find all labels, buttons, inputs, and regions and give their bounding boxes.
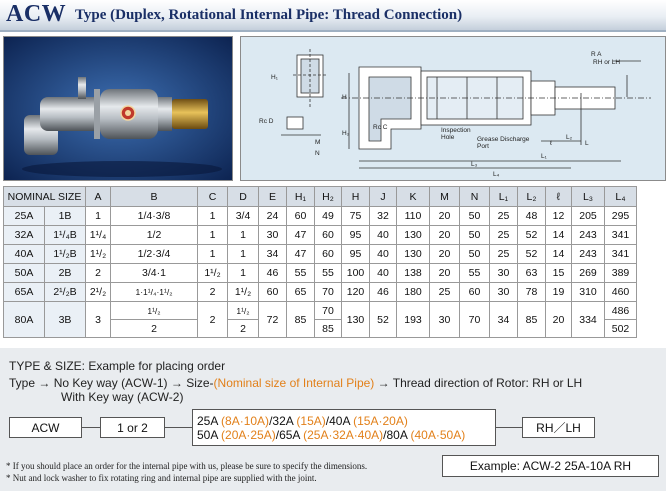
cell-b-top: 1¹/₂	[111, 302, 198, 320]
cell-j: 46	[370, 283, 397, 302]
cell-b: 3/4·1	[111, 264, 198, 283]
cell-n: 55	[460, 264, 490, 283]
header-a: A	[86, 187, 111, 207]
header-l1: L₁	[490, 187, 518, 207]
cell-l4: 460	[605, 283, 637, 302]
cell-j: 32	[370, 207, 397, 226]
cell-h1: 55	[287, 264, 315, 283]
header-nominal-size: NOMINAL SIZE	[4, 187, 86, 207]
cell-m: 20	[430, 207, 460, 226]
header-m: M	[430, 187, 460, 207]
cell-k: 130	[397, 245, 430, 264]
cell-k: 193	[397, 302, 430, 338]
cell-h: 120	[342, 283, 370, 302]
label-port: Port	[477, 143, 489, 150]
cell-l3: 269	[572, 264, 605, 283]
nominal-size-option: 25A	[197, 413, 222, 428]
label-ell: ℓ	[550, 140, 553, 147]
cell-d: 1	[228, 226, 259, 245]
label-m: M	[315, 139, 321, 146]
cell-h1: 47	[287, 245, 315, 264]
label-grease: Grease Discharge	[477, 136, 530, 143]
cell-l2: 78	[518, 283, 546, 302]
spec-table	[3, 186, 637, 338]
cell-m: 25	[430, 283, 460, 302]
cell-e: 24	[259, 207, 287, 226]
nominal-size-option: /65A	[275, 427, 304, 442]
cell-k: 130	[397, 226, 430, 245]
label-h2: H₂	[342, 130, 350, 137]
cell-ell: 14	[546, 245, 572, 264]
label-l1: L₁	[541, 153, 547, 160]
box-acw: ACW	[9, 417, 82, 438]
arrow-icon: →	[170, 376, 183, 390]
cell-l3: 334	[572, 302, 605, 338]
label-h1: H₁	[271, 74, 278, 81]
sub-size-option: (20A·25A)	[221, 427, 276, 442]
cell-h2: 49	[315, 207, 342, 226]
cell-l1: 30	[490, 283, 518, 302]
size-label: Size-	[186, 376, 214, 390]
cell-h1: 60	[287, 207, 315, 226]
sub-size-option: (15A·20A)	[353, 413, 408, 428]
cell-j: 40	[370, 264, 397, 283]
cell-l3: 205	[572, 207, 605, 226]
cell-ell: 19	[546, 283, 572, 302]
cell-l2: 52	[518, 226, 546, 245]
cell-c: 1	[198, 207, 228, 226]
box-sizes	[192, 409, 496, 446]
cell-e: 34	[259, 245, 287, 264]
header-l4: L₄	[605, 187, 637, 207]
cell-l1: 34	[490, 302, 518, 338]
cell-nominal: 32A	[4, 226, 45, 245]
cell-bore: 2B	[45, 264, 86, 283]
cell-j: 40	[370, 226, 397, 245]
cell-l4: 389	[605, 264, 637, 283]
cell-l2: 52	[518, 245, 546, 264]
cell-j: 40	[370, 245, 397, 264]
header-e: E	[259, 187, 287, 207]
cell-l4-bottom: 502	[605, 320, 637, 338]
box-rh-lh: RH／LH	[522, 417, 595, 438]
cell-d: 1	[228, 245, 259, 264]
cell-ell: 12	[546, 207, 572, 226]
box-key-type: 1 or 2	[100, 417, 165, 438]
cell-l2: 85	[518, 302, 546, 338]
cell-h: 75	[342, 207, 370, 226]
cell-m: 20	[430, 264, 460, 283]
cell-h2: 60	[315, 226, 342, 245]
cell-h1: 47	[287, 226, 315, 245]
cell-l1: 25	[490, 207, 518, 226]
cell-n: 60	[460, 283, 490, 302]
cell-e: 30	[259, 226, 287, 245]
sub-size-option: (15A)	[296, 413, 326, 428]
cell-n: 50	[460, 226, 490, 245]
header-j: J	[370, 187, 397, 207]
cell-l2: 48	[518, 207, 546, 226]
cell-l4-top: 486	[605, 302, 637, 320]
cell-l1: 25	[490, 245, 518, 264]
cell-n: 50	[460, 245, 490, 264]
cell-a: 2¹/₂	[86, 283, 111, 302]
cell-h2: 60	[315, 245, 342, 264]
cross-section-drawing	[241, 37, 665, 180]
rotary-joint-illustration	[4, 37, 232, 180]
cell-nominal: 25A	[4, 207, 45, 226]
table-row	[4, 245, 637, 264]
cell-n: 70	[460, 302, 490, 338]
cell-e: 46	[259, 264, 287, 283]
cell-bore: 2¹/₂B	[45, 283, 86, 302]
cell-a: 3	[86, 302, 111, 338]
cell-b: 1·1¹/₄·1¹/₂	[111, 283, 198, 302]
type-subtitle: Type (Duplex, Rotational Internal Pipe: Thread Connection)	[75, 7, 463, 23]
cell-h1: 65	[287, 283, 315, 302]
cell-c: 2	[198, 283, 228, 302]
cell-b: 1/2	[111, 226, 198, 245]
nominal-size-option: 50A	[197, 427, 222, 442]
cell-k: 110	[397, 207, 430, 226]
header-b: B	[111, 187, 198, 207]
cell-d: 1	[228, 264, 259, 283]
header-l2: L₂	[518, 187, 546, 207]
dimension-diagram	[240, 36, 666, 181]
header-l3: L₃	[572, 187, 605, 207]
nominal-size-option: /32A	[269, 413, 297, 428]
cell-m: 30	[430, 302, 460, 338]
header-k: K	[397, 187, 430, 207]
size-line-1	[197, 414, 408, 428]
label-rh-lh: RH or LH	[593, 59, 621, 66]
cell-h2: 55	[315, 264, 342, 283]
cell-bore: 3B	[45, 302, 86, 338]
cell-e: 60	[259, 283, 287, 302]
cell-a: 1¹/₂	[86, 245, 111, 264]
cell-a: 1¹/₄	[86, 226, 111, 245]
cell-h1: 85	[287, 302, 315, 338]
label-hole: Hole	[441, 134, 455, 141]
cell-m: 20	[430, 226, 460, 245]
label-inspection: Inspection	[441, 127, 471, 134]
label-rc-c: Rc C	[373, 124, 388, 131]
header-h1: H₁	[287, 187, 315, 207]
cell-ell: 20	[546, 302, 572, 338]
cell-l4: 341	[605, 226, 637, 245]
order-flow-line	[9, 376, 582, 390]
sub-size-option: (25A·32A·40A)	[303, 427, 384, 442]
cell-l4: 341	[605, 245, 637, 264]
thread-direction: Thread direction of Rotor: RH or LH	[392, 376, 583, 390]
cell-k: 138	[397, 264, 430, 283]
label-l3: L₃	[471, 161, 478, 168]
note-internal-pipe: * If you should place an order for the internal pipe with us, please be sure to specify the dimensions.	[6, 461, 368, 471]
cell-nominal: 40A	[4, 245, 45, 264]
table-row	[4, 226, 637, 245]
label-l: L	[585, 140, 589, 147]
cell-h: 95	[342, 245, 370, 264]
header-h2: H₂	[315, 187, 342, 207]
label-n: N	[315, 150, 320, 157]
nominal-size-option: /40A	[325, 413, 354, 428]
cell-a: 1	[86, 207, 111, 226]
cell-m: 20	[430, 245, 460, 264]
cell-h2-top: 70	[315, 302, 342, 320]
arrow-icon: →	[38, 376, 51, 390]
nominal-size-note: (Nominal size of Internal Pipe)	[213, 376, 375, 390]
cell-bore: 1¹/₂B	[45, 245, 86, 264]
label-h: H	[342, 94, 347, 101]
sub-size-option: (8A·10A)	[221, 413, 270, 428]
nominal-size-option: /80A	[383, 427, 411, 442]
cell-l3: 310	[572, 283, 605, 302]
cell-l1: 25	[490, 226, 518, 245]
cell-k: 180	[397, 283, 430, 302]
cell-b-bottom: 2	[111, 320, 198, 338]
model-title: ACW	[6, 1, 67, 27]
cell-bore: 1B	[45, 207, 86, 226]
cell-l2: 63	[518, 264, 546, 283]
header-n: N	[460, 187, 490, 207]
cell-ell: 15	[546, 264, 572, 283]
table-row	[4, 264, 637, 283]
cell-ell: 14	[546, 226, 572, 245]
cell-l4: 295	[605, 207, 637, 226]
cell-b: 1/4·3/8	[111, 207, 198, 226]
cell-l3: 243	[572, 226, 605, 245]
cell-d: 1¹/₂	[228, 283, 259, 302]
product-photo	[3, 36, 233, 181]
arrow-icon: →	[377, 376, 390, 390]
label-ra: R A	[591, 51, 602, 58]
header-h: H	[342, 187, 370, 207]
cell-h2-bottom: 85	[315, 320, 342, 338]
cell-b: 1/2·3/4	[111, 245, 198, 264]
cell-h: 100	[342, 264, 370, 283]
cell-l1: 30	[490, 264, 518, 283]
table-row	[4, 207, 637, 226]
cell-l3: 243	[572, 245, 605, 264]
header-d: D	[228, 187, 259, 207]
header-ell: ℓ	[546, 187, 572, 207]
cell-h: 95	[342, 226, 370, 245]
sub-size-option: (40A·50A)	[410, 427, 466, 442]
cell-c: 2	[198, 302, 228, 338]
label-l2: L₂	[566, 134, 573, 141]
cell-c: 1	[198, 226, 228, 245]
label-rc-d: Rc D	[259, 118, 274, 125]
type-label: Type	[9, 376, 36, 390]
header-c: C	[198, 187, 228, 207]
with-key-option: With Key way (ACW-2)	[61, 390, 184, 404]
cell-h: 130	[342, 302, 370, 338]
cell-nominal: 80A	[4, 302, 45, 338]
cell-d-bottom: 2	[228, 320, 259, 338]
size-line-2	[197, 428, 465, 442]
cell-d-top: 1¹/₂	[228, 302, 259, 320]
cell-nominal: 50A	[4, 264, 45, 283]
cell-a: 2	[86, 264, 111, 283]
cell-c: 1¹/₂	[198, 264, 228, 283]
label-l4: L₄	[493, 171, 500, 178]
order-example: Example: ACW-2 25A-10A RH	[442, 455, 659, 477]
no-key-option: No Key way (ACW-1)	[53, 376, 168, 390]
cell-d: 3/4	[228, 207, 259, 226]
table-row	[4, 302, 637, 320]
cell-h2: 70	[315, 283, 342, 302]
cell-e: 72	[259, 302, 287, 338]
cell-j: 52	[370, 302, 397, 338]
header-row	[4, 187, 637, 207]
cell-bore: 1¹/₄B	[45, 226, 86, 245]
order-heading: TYPE & SIZE: Example for placing order	[9, 359, 226, 373]
cell-nominal: 65A	[4, 283, 45, 302]
note-nut-washer: * Nut and lock washer to fix rotating ring and internal pipe are supplied with the joint.	[6, 473, 317, 483]
cell-c: 1	[198, 245, 228, 264]
cell-n: 50	[460, 207, 490, 226]
table-row	[4, 283, 637, 302]
